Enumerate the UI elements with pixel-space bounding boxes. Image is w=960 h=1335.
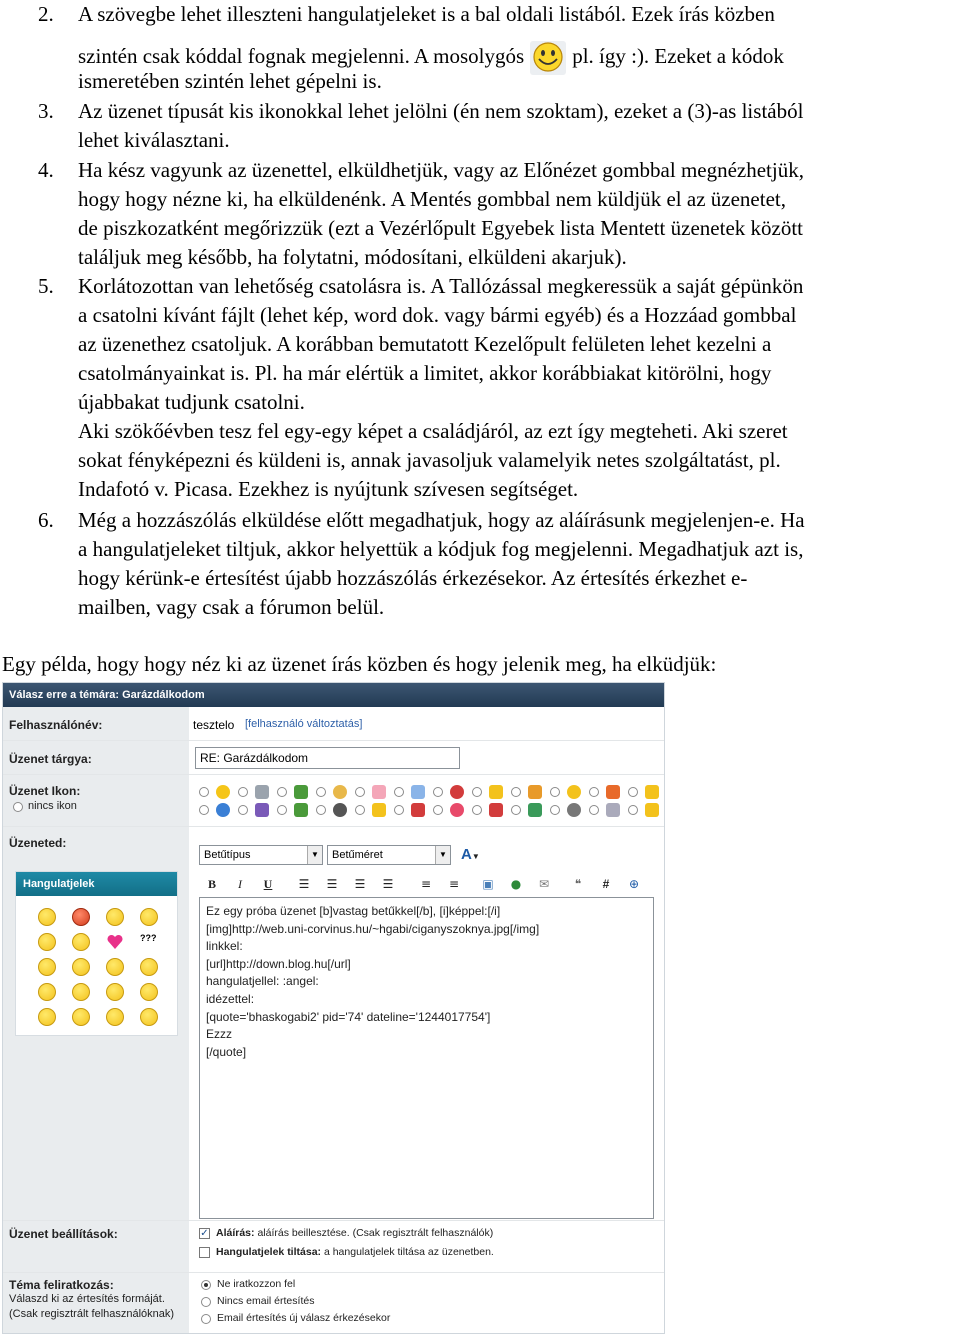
editor-line: Ez egy próba üzenet [b]vastag betűkkel[/b], [i]képpel:[/i] [206, 904, 501, 918]
post-icon [255, 785, 269, 799]
post-icon [528, 785, 542, 799]
editor-line: [quote='bhaskogabi2' pid='74' dateline='1244017754'] [206, 1009, 491, 1024]
bold-button[interactable]: B [207, 877, 216, 891]
message-row [3, 827, 664, 1221]
subject-row [3, 741, 664, 775]
post-icon [528, 803, 542, 817]
post-icon-radio[interactable] [394, 805, 404, 815]
list-text-line: csatolmányainkat is. Pl. ha már elértük a limitet, akkor korábbiakat kitörölni, hogy [78, 361, 772, 385]
post-icon-radio[interactable] [550, 787, 560, 797]
post-icon-radio[interactable] [238, 805, 248, 815]
quote-icon[interactable]: ❝ [574, 877, 582, 891]
list-number: 6. [38, 508, 54, 532]
list-text-line: de piszkozatként megőrizzük (ezt a Vezérlőpult Egyebek lista Mentett üzenetek között [78, 216, 804, 240]
list-text-line: Korlátozottan van lehetőség csatolásra is. A Tallózással megkeressük a saját gépünkön [78, 274, 804, 298]
chevron-down-icon: ▼ [307, 846, 322, 864]
list-text-line: a csatolni kívánt fájlt (lehet kép, word dok. vagy bármi egyéb) és a Hozzáad gombbal [78, 303, 797, 327]
code-icon[interactable]: # [602, 877, 610, 891]
underline-button[interactable]: U [263, 877, 273, 891]
subscription-label: Téma feliratkozás: [9, 1278, 114, 1292]
editor-toolbar [203, 875, 643, 893]
post-icon [294, 785, 308, 799]
post-icon-radio[interactable] [433, 787, 443, 797]
post-icon [372, 803, 386, 817]
username-value: tesztelo [193, 718, 235, 732]
signature-checkbox[interactable]: ✓ [200, 1228, 209, 1239]
post-icon-radio[interactable] [355, 787, 365, 797]
italic-button[interactable]: I [238, 877, 242, 891]
settings-label: Üzenet beállítások: [9, 1227, 118, 1241]
smiley-icon[interactable] [38, 933, 56, 951]
smiley-icon[interactable] [106, 958, 124, 976]
font-select[interactable]: Betűtípus ▼ [199, 845, 323, 865]
icon-label: Üzenet Ikon: [9, 784, 81, 798]
align-right-icon[interactable]: ☰ [354, 877, 366, 891]
form-header: Válasz erre a témára: Garázdálkodom [3, 683, 664, 707]
post-icon-radio[interactable] [511, 805, 521, 815]
post-icon-radio[interactable] [277, 787, 287, 797]
list-text-line: mailben, vagy csak a fórumon belül. [78, 595, 385, 619]
smiley-icon[interactable] [140, 958, 158, 976]
username-label: Felhasználónév: [9, 718, 103, 732]
list-number: 5. [38, 274, 54, 298]
list-text-line: hogy hogy nézne ki, ha elküldenénk. A Mentés gombbal nem küldjük el az üzenetet, [78, 187, 786, 211]
smiley-icon[interactable] [72, 908, 90, 926]
smiley-icon[interactable]: ??? [140, 933, 157, 943]
post-icon [411, 785, 425, 799]
post-icon-radio[interactable] [472, 787, 482, 797]
list-text-line: az üzenethez csatoljuk. A korábban bemutatott Kezelőpult felületen lehet kezelni a [78, 332, 772, 356]
email-notify-radio[interactable] [201, 1314, 211, 1324]
subscription-note: (Csak regisztrált felhasználóknak) [9, 1308, 175, 1320]
editor-line: [url]http://down.blog.hu[/url] [206, 956, 351, 971]
post-icon [645, 785, 659, 799]
no-subscribe-label: Ne iratkozzon fel [217, 1278, 296, 1290]
list-text-line: Még a hozzászólás elküldése előtt megadhatjuk, hogy az aláírásunk megjelenjen-e. Ha [78, 508, 805, 532]
smiley-icon[interactable] [72, 958, 90, 976]
list-number: 4. [38, 158, 54, 182]
post-icon [606, 803, 620, 817]
disable-smileys-checkbox[interactable] [199, 1247, 210, 1258]
post-icon [450, 803, 464, 817]
smiley-icon[interactable] [140, 908, 158, 926]
list-number: 2. [38, 2, 54, 26]
list-text-line: Aki szökőévben tesz fel egy-egy képet a családjáról, az ezt így megteheti. Aki szeret [78, 419, 788, 443]
smiley-icon[interactable] [106, 933, 124, 951]
post-icon [372, 785, 386, 799]
post-icon [411, 803, 425, 817]
post-icon-radio[interactable] [316, 787, 326, 797]
subscription-desc: Válaszd ki az értesítés formáját. [9, 1293, 165, 1305]
list-text-line: Az üzenet típusát kis ikonokkal lehet jelölni (én nem szoktam), ezeket a (3)-as listából [78, 99, 804, 123]
list-text-line: Indafotó v. Picasa. Ezekhez is nyújtunk szívesen segítséget. [78, 477, 579, 501]
smiley-icon[interactable] [106, 983, 124, 1001]
smiley-icon[interactable] [72, 1008, 90, 1026]
post-icon-radio[interactable] [589, 805, 599, 815]
post-icon-radio[interactable] [199, 805, 209, 815]
editor-line: [img]http://web.uni-corvinus.hu/~hgabi/ciganyszoknya.jpg[/img] [206, 921, 540, 936]
subject-input[interactable]: RE: Garázdálkodom [195, 747, 460, 769]
editor-line: idézettel: [206, 991, 255, 1006]
align-left-icon[interactable]: ☰ [298, 877, 310, 891]
list-text-line: sokat fényképezni és küldeni is, annak javasoljuk valamelyik netes szolgáltatást, pl. [78, 448, 781, 472]
link-icon[interactable]: ● [510, 877, 522, 891]
editor-line: Ezzz [206, 1027, 233, 1042]
settings-row [3, 1221, 664, 1273]
post-icon-radio[interactable] [628, 805, 638, 815]
numbered-list-icon[interactable]: ≡ [420, 877, 432, 891]
email-icon[interactable]: ✉ [538, 877, 550, 891]
post-icon [294, 803, 308, 817]
post-icon-radio[interactable] [511, 787, 521, 797]
post-icon-radio[interactable] [589, 787, 599, 797]
email-notify-label: Email értesítés új válasz érkezésekor [217, 1312, 391, 1324]
post-icon-radio[interactable] [199, 787, 209, 797]
align-center-icon[interactable]: ☰ [326, 877, 338, 891]
smiley-icon[interactable] [106, 1008, 124, 1026]
signature-option-text: aláírás beillesztése. (Csak regisztrált felhasználók) [254, 1227, 494, 1239]
image-icon[interactable]: ▣ [482, 877, 494, 891]
smileys-title: Hangulatjelek [16, 872, 177, 896]
disable-smileys-title: Hangulatjelek tiltása: [216, 1246, 322, 1258]
post-icon [489, 803, 503, 817]
example-intro: Egy példa, hogy hogy néz ki az üzenet írás közben és hogy jelenik meg, ha elküdjük: [2, 652, 717, 676]
smiley-icon [530, 41, 566, 75]
post-icon [216, 803, 230, 817]
post-icon [216, 785, 230, 799]
no-icon-radio[interactable] [13, 802, 23, 812]
no-icon-label: nincs ikon [28, 800, 77, 812]
post-icon [567, 785, 581, 799]
list-text-line: találjuk meg később, ha folytatni, módosítani, elküldeni akarjuk). [78, 245, 627, 269]
post-icon-radio[interactable] [433, 805, 443, 815]
post-icon [255, 803, 269, 817]
post-icon-radio[interactable] [316, 805, 326, 815]
size-select[interactable]: Betűméret ▼ [327, 845, 451, 865]
message-textarea[interactable] [199, 897, 654, 1219]
smiley-icon[interactable] [38, 958, 56, 976]
smiley-icon[interactable] [72, 983, 90, 1001]
post-icon-radio[interactable] [277, 805, 287, 815]
post-icon [333, 785, 347, 799]
list-text-line: ismeretében szintén lehet gépelni is. [78, 69, 382, 93]
subscription-row [3, 1273, 664, 1333]
list-text-line: szintén csak kóddal fognak megjelenni. A mosolygós [78, 43, 525, 68]
post-icon-radio[interactable] [550, 805, 560, 815]
smiley-icon[interactable] [38, 908, 56, 926]
post-icon-radio[interactable] [238, 787, 248, 797]
list-text-line: pl. így :). Ezeket a kódok [572, 43, 784, 68]
php-icon[interactable]: ⊕ [628, 877, 640, 891]
message-label: Üzeneted: [9, 836, 67, 850]
list-text-line: lehet kiválasztani. [78, 128, 230, 152]
smiley-icon[interactable] [140, 1008, 158, 1026]
icon-row [3, 775, 664, 827]
smiley-icon[interactable] [140, 983, 158, 1001]
smileys-panel [15, 871, 178, 1036]
username-row [3, 707, 664, 741]
list-number: 3. [38, 99, 54, 123]
post-icon [606, 785, 620, 799]
list-text-line: újabbakat tudjunk csatolni. [78, 390, 305, 414]
post-icon [645, 803, 659, 817]
post-icon [333, 803, 347, 817]
no-email-radio[interactable] [201, 1297, 211, 1307]
post-icon [450, 785, 464, 799]
editor-line: hangulatjellel: :angel: [206, 974, 319, 989]
no-email-label: Nincs email értesítés [217, 1295, 315, 1307]
change-user-link[interactable]: [felhasználó változtatás] [245, 718, 363, 730]
signature-option-title: Aláírás: [216, 1227, 255, 1239]
smiley-icon[interactable] [38, 983, 56, 1001]
disable-smileys-text: a hangulatjelek tiltása az üzenetben. [321, 1246, 494, 1258]
smiley-icon[interactable] [38, 1008, 56, 1026]
subject-label: Üzenet tárgya: [9, 752, 92, 766]
list-text-line: A szövegbe lehet illeszteni hangulatjeleket is a bal oldali listából. Ezek írás közben [78, 2, 775, 26]
editor-line: [/quote] [206, 1044, 247, 1059]
post-icon-radio[interactable] [628, 787, 638, 797]
smiley-icon[interactable] [72, 933, 90, 951]
editor-line: linkkel: [206, 939, 243, 954]
post-icon [489, 785, 503, 799]
no-subscribe-radio[interactable] [201, 1280, 211, 1290]
align-justify-icon[interactable]: ☰ [382, 877, 394, 891]
text-color-button[interactable]: A▼ [461, 846, 480, 863]
smiley-icon[interactable] [106, 908, 124, 926]
list-text-line: Ha kész vagyunk az üzenettel, elküldhetjük, vagy az Előnézet gombbal megnézhetjük, [78, 158, 804, 182]
post-icon-radio[interactable] [472, 805, 482, 815]
post-icon [567, 803, 581, 817]
forum-reply-form [2, 682, 665, 1334]
post-icon-radio[interactable] [394, 787, 404, 797]
post-icon-radio[interactable] [355, 805, 365, 815]
chevron-down-icon: ▼ [435, 846, 450, 864]
bullet-list-icon[interactable]: ≡ [448, 877, 460, 891]
list-text-line: hogy kérünk-e értesítést újabb hozzászólás érkezésekor. Az értesítés érkezhet e- [78, 566, 748, 590]
list-text-line: a hangulatjeleket tiltjuk, akkor helyettük a kódjuk fog megjelenni. Megadhatjuk azt is, [78, 537, 804, 561]
